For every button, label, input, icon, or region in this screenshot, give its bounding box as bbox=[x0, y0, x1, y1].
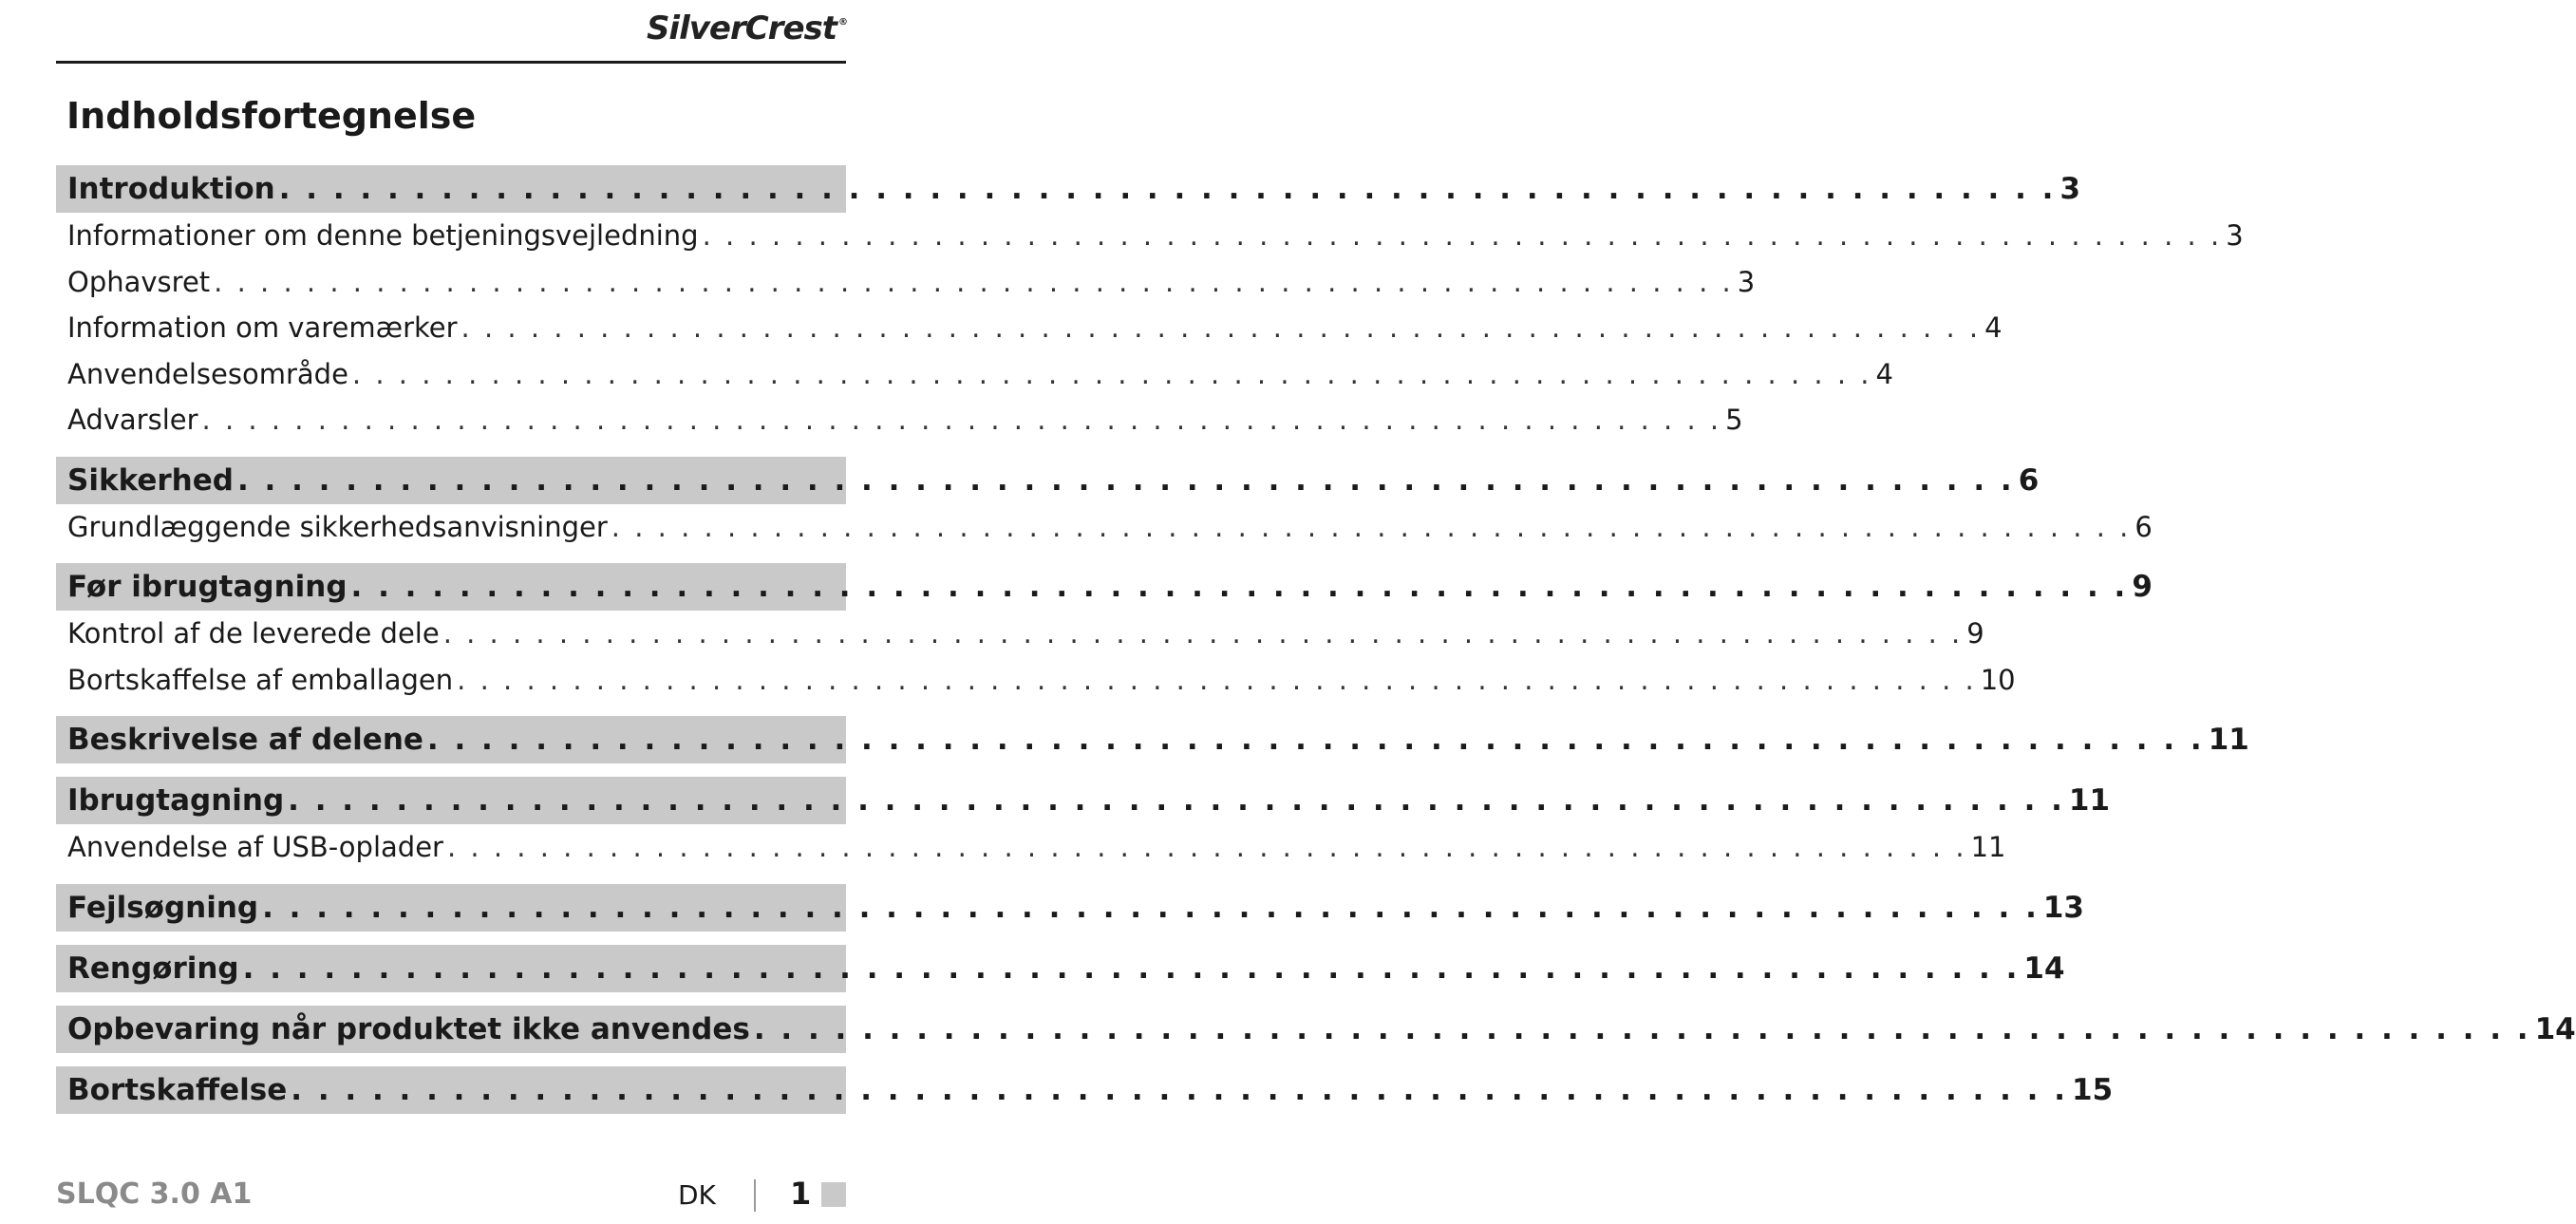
toc-entry[interactable] bbox=[56, 351, 1893, 398]
dot-leader: . . . . . . . . . . . . . . . . . . . . . . . . . . . . . . . . . . . . . . . . . . . . . . . . . . . . . . . . . . . . . . . . . . bbox=[753, 1011, 2531, 1046]
footer-divider bbox=[754, 1179, 756, 1212]
dot-leader: . . . . . . . . . . . . . . . . . . . . . . . . . . . . . . . . . . . . . . . . . . . . . . . . . . . . . . . . . . . . . . . . . . bbox=[351, 357, 1872, 390]
toc-section-heading-label: Opbevaring når produktet ikke anvendes bbox=[67, 1011, 750, 1046]
dot-leader: . . . . . . . . . . . . . . . . . . . . . . . . . . . . . . . . . . . . . . . . . . . . . . . . . . . . . . . . . . . . . . . . . . bbox=[236, 462, 2015, 498]
header-rule bbox=[56, 61, 846, 64]
toc-entry-label: Kontrol af de leverede dele bbox=[67, 617, 440, 650]
toc-entry-label: Information om varemærker bbox=[67, 311, 458, 344]
toc-entry-page: 9 bbox=[1966, 617, 1984, 650]
toc-section bbox=[56, 1006, 2576, 1053]
brand-logo bbox=[647, 9, 847, 47]
toc-section-heading-label: Fejlsøgning bbox=[67, 890, 259, 925]
page-marker-square bbox=[821, 1182, 846, 1207]
toc-section bbox=[56, 165, 2244, 443]
footer-model: SLQC 3.0 A1 bbox=[56, 1177, 253, 1211]
toc-entry-label: Bortskaffelse af emballagen bbox=[67, 663, 454, 696]
toc-section bbox=[56, 457, 2153, 551]
toc-section-heading-page: 6 bbox=[2018, 462, 2040, 498]
toc-entry-page: 5 bbox=[1725, 404, 1743, 436]
toc-section-heading-page: 9 bbox=[2132, 570, 2153, 604]
toc-entry[interactable] bbox=[56, 305, 2003, 351]
toc-section-heading-label: Bortskaffelse bbox=[67, 1072, 288, 1107]
toc-section bbox=[56, 945, 2065, 992]
toc-section-heading-page: 11 bbox=[2068, 783, 2111, 818]
toc-section-heading[interactable] bbox=[56, 457, 2040, 504]
toc-entry[interactable] bbox=[56, 611, 1984, 657]
page-title: Indholdsfortegnelse bbox=[66, 95, 477, 137]
toc-section-heading[interactable] bbox=[56, 884, 2084, 932]
toc-section bbox=[56, 1066, 2114, 1114]
toc-section-heading-label: Rengøring bbox=[67, 951, 239, 986]
toc-section-heading-page: 15 bbox=[2072, 1072, 2114, 1107]
toc-entry[interactable] bbox=[56, 397, 1743, 443]
toc-section bbox=[56, 563, 2153, 703]
dot-leader: . . . . . . . . . . . . . . . . . . . . . . . . . . . . . . . . . . . . . . . . . . . . . . . . . . . . . . . . . . . . . . . . . . bbox=[288, 783, 2065, 818]
toc-section-heading[interactable] bbox=[56, 1006, 2576, 1053]
dot-leader: . . . . . . . . . . . . . . . . . . . . . . . . . . . . . . . . . . . . . . . . . . . . . . . . . . . . . . . . . . . . . . . . . . bbox=[350, 570, 2129, 604]
toc-section-heading-label: Før ibrugtagning bbox=[67, 570, 348, 604]
registered-mark: ® bbox=[838, 17, 847, 28]
toc-section bbox=[56, 716, 2249, 763]
toc-entry[interactable] bbox=[56, 824, 2006, 871]
toc-entry-page: 10 bbox=[1980, 663, 2016, 696]
toc-section-heading-page: 3 bbox=[2059, 172, 2081, 206]
toc-section-heading-page: 14 bbox=[2534, 1011, 2576, 1046]
toc-section-heading[interactable] bbox=[56, 777, 2111, 824]
toc-entry[interactable] bbox=[56, 213, 2244, 259]
dot-leader: . . . . . . . . . . . . . . . . . . . . . . . . . . . . . . . . . . . . . . . . . . . . . . . . . . . . . . . . . . . . . . . . . . bbox=[446, 831, 1967, 863]
toc-entry-page: 3 bbox=[2226, 219, 2244, 252]
dot-leader: . . . . . . . . . . . . . . . . . . . . . . . . . . . . . . . . . . . . . . . . . . . . . . . . . . . . . . . . . . . . . . . . . . bbox=[214, 265, 1734, 298]
toc-section-heading-page: 13 bbox=[2042, 890, 2084, 925]
toc-section-heading-page: 11 bbox=[2208, 723, 2249, 757]
toc-section-heading[interactable] bbox=[56, 165, 2081, 213]
dot-leader: . . . . . . . . . . . . . . . . . . . . . . . . . . . . . . . . . . . . . . . . . . . . . . . . . . . . . . . . . . . . . . . . . . bbox=[201, 404, 1722, 436]
toc-section-heading-label: Beskrivelse af delene bbox=[67, 723, 423, 757]
dot-leader: . . . . . . . . . . . . . . . . . . . . . . . . . . . . . . . . . . . . . . . . . . . . . . . . . . . . . . . . . . . . . . . . . . bbox=[442, 617, 1964, 650]
dot-leader: . . . . . . . . . . . . . . . . . . . . . . . . . . . . . . . . . . . . . . . . . . . . . . . . . . . . . . . . . . . . . . . . . . bbox=[278, 172, 2057, 206]
toc-section-heading-label: Introduktion bbox=[67, 172, 275, 206]
toc-section-heading-label: Sikkerhed bbox=[67, 462, 234, 498]
toc-section-heading[interactable] bbox=[56, 945, 2065, 992]
toc-entry-page: 4 bbox=[1984, 311, 2003, 344]
dot-leader: . . . . . . . . . . . . . . . . . . . . . . . . . . . . . . . . . . . . . . . . . . . . . . . . . . . . . . . . . . . . . . . . . . bbox=[702, 219, 2223, 252]
dot-leader: . . . . . . . . . . . . . . . . . . . . . . . . . . . . . . . . . . . . . . . . . . . . . . . . . . . . . . . . . . . . . . . . . . bbox=[461, 311, 1982, 344]
toc-section-heading[interactable] bbox=[56, 563, 2153, 611]
toc-entry-page: 11 bbox=[1970, 831, 2006, 863]
toc-section-heading[interactable] bbox=[56, 1066, 2114, 1114]
footer-language: DK bbox=[678, 1179, 716, 1211]
table-of-contents bbox=[56, 165, 2576, 1127]
toc-entry-label: Anvendelsesområde bbox=[67, 357, 348, 390]
dot-leader: . . . . . . . . . . . . . . . . . . . . . . . . . . . . . . . . . . . . . . . . . . . . . . . . . . . . . . . . . . . . . . . . . . bbox=[262, 890, 2040, 925]
footer-page-number: 1 bbox=[790, 1176, 812, 1212]
toc-entry[interactable] bbox=[56, 657, 2016, 704]
dot-leader: . . . . . . . . . . . . . . . . . . . . . . . . . . . . . . . . . . . . . . . . . . . . . . . . . . . . . . . . . . . . . . . . . . bbox=[457, 663, 1977, 696]
brand-logo-text: SilverCrest bbox=[646, 9, 837, 47]
dot-leader: . . . . . . . . . . . . . . . . . . . . . . . . . . . . . . . . . . . . . . . . . . . . . . . . . . . . . . . . . . . . . . . . . . bbox=[291, 1072, 2069, 1107]
toc-section-heading-label: Ibrugtagning bbox=[67, 783, 285, 818]
toc-entry-page: 6 bbox=[2134, 510, 2153, 543]
toc-entry[interactable] bbox=[56, 259, 1756, 306]
toc-entry-page: 3 bbox=[1737, 265, 1756, 298]
toc-section-heading-page: 14 bbox=[2023, 951, 2065, 986]
toc-entry-label: Advarsler bbox=[67, 404, 198, 436]
toc-section bbox=[56, 884, 2084, 932]
toc-section bbox=[56, 777, 2111, 871]
toc-entry-label: Anvendelse af USB-oplader bbox=[67, 831, 443, 863]
dot-leader: . . . . . . . . . . . . . . . . . . . . . . . . . . . . . . . . . . . . . . . . . . . . . . . . . . . . . . . . . . . . . . . . . . bbox=[611, 510, 2132, 543]
toc-section-heading[interactable] bbox=[56, 716, 2249, 763]
toc-entry-label: Ophavsret bbox=[67, 265, 211, 298]
toc-entry-label: Grundlæggende sikkerhedsanvisninger bbox=[67, 510, 608, 543]
toc-entry-label: Informationer om denne betjeningsvejledning bbox=[67, 219, 699, 252]
dot-leader: . . . . . . . . . . . . . . . . . . . . . . . . . . . . . . . . . . . . . . . . . . . . . . . . . . . . . . . . . . . . . . . . . . bbox=[242, 951, 2021, 986]
dot-leader: . . . . . . . . . . . . . . . . . . . . . . . . . . . . . . . . . . . . . . . . . . . . . . . . . . . . . . . . . . . . . . . . . . bbox=[426, 723, 2205, 757]
toc-entry[interactable] bbox=[56, 504, 2153, 551]
toc-entry-page: 4 bbox=[1875, 357, 1893, 390]
